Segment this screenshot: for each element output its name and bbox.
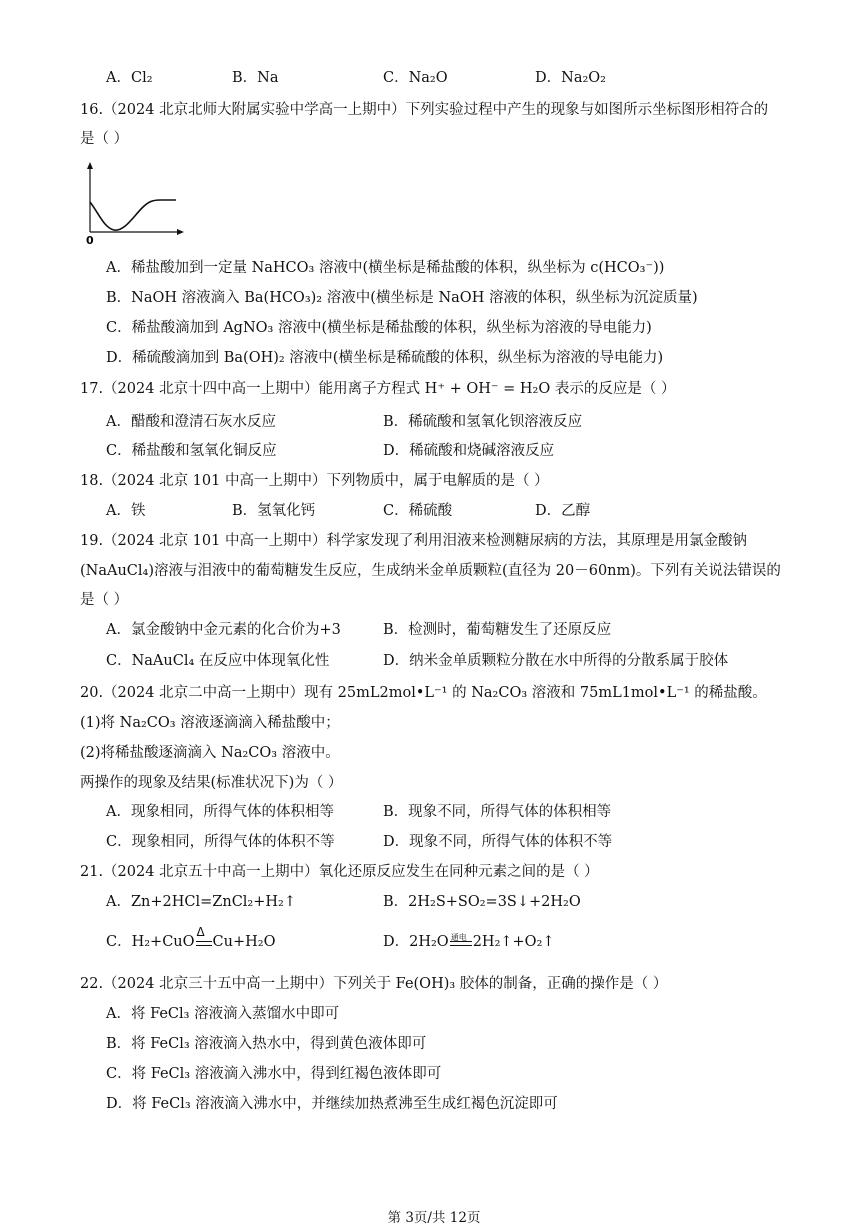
q17-stem: 17.（2024 北京十四中高一上期中）能用离子方程式 H⁺ + OH⁻ = H₂O 表示的反应是（ ）: [80, 381, 676, 397]
q21-c-condition-arrow: [195, 925, 213, 952]
q22-option-a: A．将 FeCl₃ 溶液滴入蒸馏水中即可: [106, 1006, 340, 1022]
q20-operation-2: (2)将稀盐酸逐滴滴入 Na₂CO₃ 溶液中。: [80, 745, 340, 761]
q16-option-a: A．稀盐酸加到一定量 NaHCO₃ 溶液中(横坐标是稀盐酸的体积，纵坐标为 c(HCO₃⁻)): [106, 260, 665, 276]
q18-option-a: A．铁: [106, 503, 146, 519]
q21-d-condition-label: 通电: [450, 933, 467, 942]
q16-stem-line1: 16.（2024 北京北师大附属实验中学高一上期中）下列实验过程中产生的现象与如图所示坐标图形相符合的: [80, 102, 769, 118]
q18-option-b: B．氢氧化钙: [232, 503, 316, 519]
q21-option-c: [106, 925, 276, 952]
q18-option-c: C．稀硫酸: [383, 503, 453, 519]
q15-option-c: C．Na₂O: [383, 70, 448, 86]
q19-stem-line2: (NaAuCl₄)溶液与泪液中的葡萄糖发生反应，生成纳米金单质颗粒(直径为 20－60nm)。下列有关说法错误的: [80, 563, 781, 579]
q21-d-reactants: D．2H₂O: [383, 934, 449, 950]
q17-option-a: A．醋酸和澄清石灰水反应: [106, 414, 276, 430]
q20-question: 两操作的现象及结果(标准状况下)为（ ）: [80, 775, 343, 791]
q15-option-b: B．Na: [232, 70, 279, 86]
q21-c-reactants: C．H₂+CuO: [106, 934, 195, 950]
q17-option-d: D．稀硫酸和烧碱溶液反应: [383, 443, 555, 459]
page-footer: 第 3页/共 12页: [387, 1210, 481, 1226]
q22-option-d: D．将 FeCl₃ 溶液滴入沸水中，并继续加热煮沸至生成红褐色沉淀即可: [106, 1096, 558, 1112]
graph-curve: [90, 200, 176, 230]
q19-option-a: A．氯金酸钠中金元素的化合价为+3: [106, 622, 341, 638]
q18-option-d: D．乙醇: [535, 503, 591, 519]
q16-stem-line2: 是（ ）: [80, 131, 129, 147]
q19-option-d: D．纳米金单质颗粒分散在水中所得的分散系属于胶体: [383, 653, 729, 669]
q17-option-c: C．稀盐酸和氢氧化铜反应: [106, 443, 277, 459]
q16-option-b: B．NaOH 溶液滴入 Ba(HCO₃)₂ 溶液中(横坐标是 NaOH 溶液的体积，纵坐标为沉淀质量): [106, 290, 698, 306]
q19-option-c: C．NaAuCl₄ 在反应中体现氧化性: [106, 653, 330, 669]
q19-option-b: B．检测时，葡萄糖发生了还原反应: [383, 622, 612, 638]
q20-option-b: B．现象不同，所得气体的体积相等: [383, 804, 612, 820]
q21-option-a: A．Zn+2HCl=ZnCl₂+H₂↑: [106, 894, 297, 910]
q22-stem: 22.（2024 北京三十五中高一上期中）下列关于 Fe(OH)₃ 胶体的制备，正确的操作是（ ）: [80, 976, 668, 992]
q16-graph: [80, 160, 190, 248]
q19-stem-line1: 19.（2024 北京 101 中高一上期中）科学家发现了利用泪液来检测糖尿病的方法，其原理是用氯金酸钠: [80, 533, 747, 549]
q20-option-d: D．现象不同，所得气体的体积不等: [383, 834, 613, 850]
equals-sign: [450, 941, 472, 946]
q20-option-c: C．现象相同，所得气体的体积不等: [106, 834, 335, 850]
q21-option-d: [383, 932, 555, 952]
q20-stem: 20.（2024 北京二中高一上期中）现有 25mL2mol•L⁻¹ 的 Na₂CO₃ 溶液和 75mL1mol•L⁻¹ 的稀盐酸。: [80, 685, 767, 701]
q20-operation-1: (1)将 Na₂CO₃ 溶液逐滴滴入稀盐酸中；: [80, 715, 340, 731]
q21-stem: 21.（2024 北京五十中高一上期中）氧化还原反应发生在同种元素之间的是（ ）: [80, 864, 599, 880]
q21-option-b: B．2H₂S+SO₂=3S↓+2H₂O: [383, 894, 581, 910]
q19-stem-line3: 是（ ）: [80, 592, 129, 608]
q22-option-b: B．将 FeCl₃ 溶液滴入热水中，得到黄色液体即可: [106, 1036, 427, 1052]
graph-origin-label: 0: [86, 234, 94, 247]
q21-d-condition-arrow: [449, 932, 473, 952]
q15-option-d: D．Na₂O₂: [535, 70, 606, 86]
q20-option-a: A．现象相同，所得气体的体积相等: [106, 804, 334, 820]
q16-option-d: D．稀硫酸滴加到 Ba(OH)₂ 溶液中(横坐标是稀硫酸的体积，纵坐标为溶液的导电能力): [106, 350, 664, 366]
q17-option-b: B．稀硫酸和氢氧化钡溶液反应: [383, 414, 583, 430]
graph-y-axis: [87, 162, 93, 232]
graph-x-axis: [90, 229, 184, 235]
q16-option-c: C．稀盐酸滴加到 AgNO₃ 溶液中(横坐标是稀盐酸的体积，纵坐标为溶液的导电能力): [106, 320, 652, 336]
q18-stem: 18.（2024 北京 101 中高一上期中）下列物质中，属于电解质的是（ ）: [80, 473, 549, 489]
q22-option-c: C．将 FeCl₃ 溶液滴入沸水中，得到红褐色液体即可: [106, 1066, 442, 1082]
equals-sign: [196, 941, 212, 946]
q21-c-condition-label: Δ: [196, 925, 205, 939]
q21-d-products: 2H₂↑+O₂↑: [472, 934, 555, 950]
q15-option-a: A．Cl₂: [106, 70, 153, 86]
q21-c-products: Cu+H₂O: [212, 934, 276, 950]
